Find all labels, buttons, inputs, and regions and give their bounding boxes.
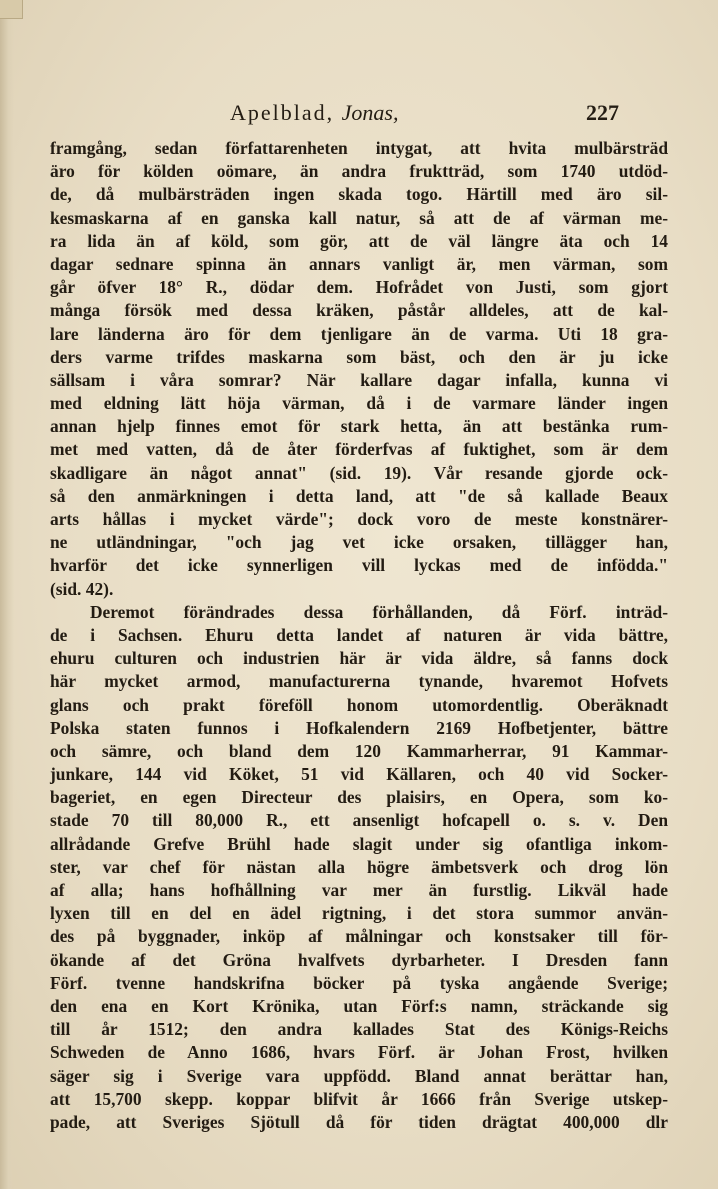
text-line: ehuru culturen och industrien här är vida äldre, så fanns dock — [50, 648, 668, 669]
text-line: stade 70 till 80,000 R., ett ansenligt hofcapell o. s. v. Den — [50, 810, 668, 831]
text-line: hvarför det icke synnerligen vill lyckas med de infödda." — [50, 555, 668, 576]
text-line: lare länderna äro för dem tjenligare än de varma. Uti 18 gra- — [50, 323, 668, 344]
text-line: Deremot förändrades dessa förhållanden, då Förf. inträd- — [90, 601, 668, 622]
running-head-given-name: Jonas, — [341, 100, 399, 125]
text-line: ökande af det Gröna hvalfvets dyrbarheter. I Dresden fann — [50, 949, 668, 970]
running-head-surname: Apelblad, — [230, 100, 335, 125]
text-line: pade, att Sveriges Sjötull då för tiden drägtat 400,000 dlr — [50, 1111, 668, 1132]
text-line: och sämre, och bland dem 120 Kammarherrar, 91 Kammar- — [50, 740, 668, 761]
text-line: skadligare än något annat" (sid. 19). Vår resande gjorde ock- — [50, 462, 668, 483]
text-line: ster, var chef för nästan alla högre ämbetsverk och drog lön — [50, 856, 668, 877]
text-line: så den anmärkningen i detta land, att "de så kallade Beaux — [50, 485, 668, 506]
text-line: ra lida än af köld, som gör, att de väl längre äta och 14 — [50, 230, 668, 251]
paragraph — [50, 137, 668, 601]
text-line: här mycket armod, manufacturerna tynande, hvaremot Hofvets — [50, 671, 668, 692]
text-line: ne utländningar, "och jag vet icke orsaken, tillägger han, — [50, 532, 668, 553]
running-head-title — [230, 100, 398, 126]
running-head — [0, 100, 718, 130]
text-line: äro för kölden oömare, än andra fruktträd, som 1740 utdöd- — [50, 161, 668, 182]
body-text — [50, 137, 668, 1134]
text-line: arts hållas i mycket värde"; dock voro de meste konstnärer- — [50, 509, 668, 529]
text-line: går öfver 18° R., dödar dem. Hofrådet von Justi, som gjort — [50, 277, 668, 298]
text-line: glans och prakt föreföll honom utomordentlig. Oberäknadt — [50, 694, 668, 715]
text-line: af alla; hans hofhållning var mer än furstlig. Likväl hade — [50, 880, 668, 900]
text-line: lyxen till en del en ädel rigtning, i det stora summor använ- — [50, 903, 668, 924]
paragraph — [50, 601, 668, 1134]
text-line: annan hjelp finnes emot för stark hetta, än att bestänka rum- — [50, 416, 668, 437]
text-line: många försök med dessa kräken, påstår alldeles, att de kal- — [50, 300, 668, 321]
page-number: 227 — [586, 100, 619, 125]
text-line: med eldning lätt höja värman, då i de varmare länder ingen — [50, 393, 668, 414]
text-line: sällsam i våra somrar? När kallare dagar infalla, kunna vi — [50, 369, 668, 390]
page-corner — [0, 0, 23, 19]
text-line: Polska staten funnos i Hofkalendern 2169 Hofbetjenter, bättre — [50, 717, 668, 738]
text-line: den ena en Kort Krönika, utan Förf:s namn, sträckande sig — [50, 995, 668, 1016]
text-line: de, då mulbärsträden ingen skada togo. Härtill med äro sil- — [50, 184, 668, 205]
text-line: framgång, sedan författarenheten intygat, att hvita mulbärsträd — [50, 138, 668, 158]
text-line: till år 1512; den andra kallades Stat des Königs-Reichs — [50, 1019, 668, 1040]
text-line: allrådande Grefve Brühl hade slagit under sig ofantliga inkom- — [50, 833, 668, 854]
text-line: des på byggnader, inköp af målningar och konstsaker till för- — [50, 926, 668, 947]
text-line: (sid. 42). — [50, 578, 114, 599]
text-line: Schweden de Anno 1686, hvars Förf. är Johan Frost, hvilken — [50, 1042, 668, 1063]
text-line: Förf. tvenne handskrifna böcker på tyska angående Sverige; — [50, 972, 668, 993]
text-line: junkare, 144 vid Köket, 51 vid Källaren, och 40 vid Socker- — [50, 764, 668, 785]
text-line: de i Sachsen. Ehuru detta landet af naturen är vida bättre, — [50, 624, 668, 645]
text-line: att 15,700 skepp. koppar blifvit år 1666 från Sverige utskep- — [50, 1088, 668, 1109]
text-line: ders varme trifdes maskarna som bäst, och den är ju icke — [50, 346, 668, 367]
text-line: kesmaskarna af en ganska kall natur, så att de af värman me- — [50, 207, 668, 228]
binding-edge — [0, 0, 14, 1189]
text-line: säger sig i Sverige vara uppfödd. Bland annat berättar han, — [50, 1065, 668, 1086]
text-line: met med vatten, då de åter förderfvas af fuktighet, som är dem — [50, 439, 668, 460]
text-line: dagar sednare spinna än annars vanligt är, men värman, som — [50, 253, 668, 274]
text-line: bageriet, en egen Directeur des plaisirs, en Opera, som ko- — [50, 787, 668, 808]
